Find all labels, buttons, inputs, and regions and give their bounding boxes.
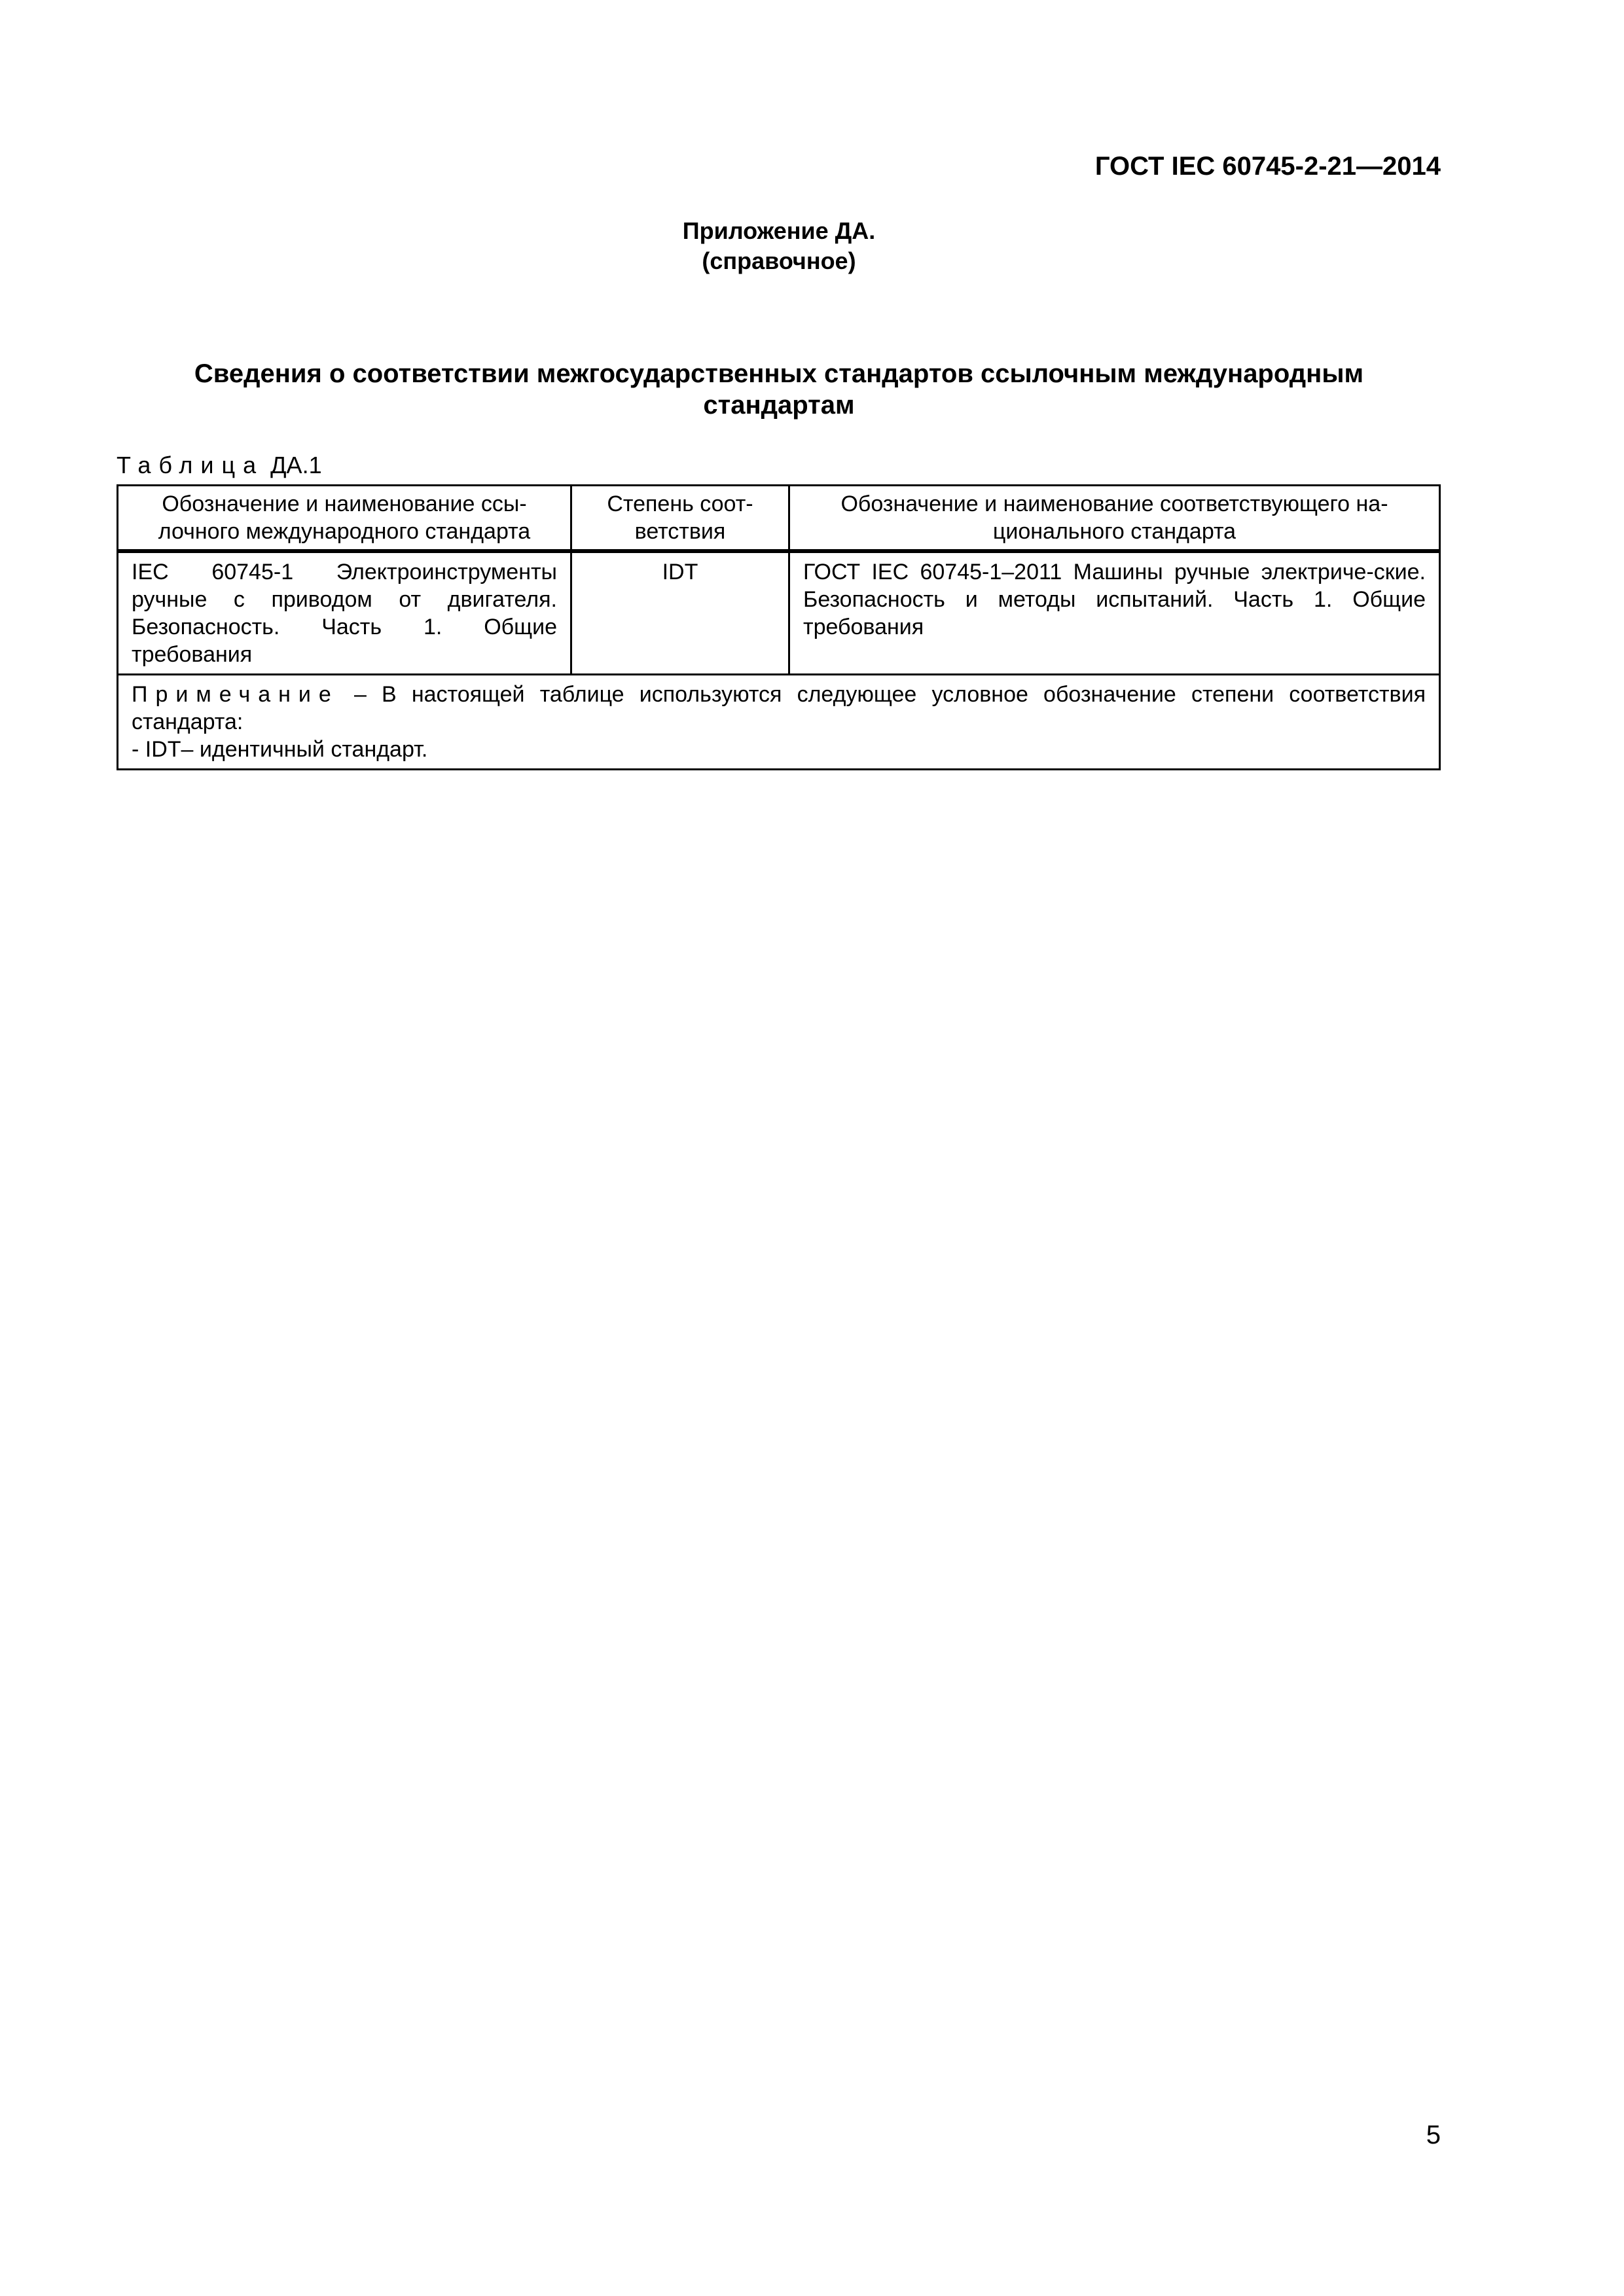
note-item: - IDT– идентичный стандарт. — [132, 737, 428, 762]
section-title — [118, 358, 1440, 421]
cell-degree: IDT — [571, 551, 789, 675]
table-header-row — [118, 486, 1440, 552]
header-degree: Степень соот- ветствия — [571, 486, 789, 552]
note-text: – В настоящей таблице используются следующее условное обозначение степени соответствия стандарта: — [132, 682, 1426, 734]
appendix-heading — [0, 216, 1558, 276]
appendix-title: Приложение ДА. — [682, 217, 876, 244]
page-number: 5 — [1426, 2121, 1441, 2149]
note-label: Примечание — [132, 682, 339, 707]
header-national-standard: Обозначение и наименование соответствующего на- ционального стандарта — [789, 486, 1440, 552]
header-international-standard: Обозначение и наименование ссы- лочного международного стандарта — [118, 486, 571, 552]
appendix-subtitle: (справочное) — [702, 247, 856, 274]
table-row — [118, 551, 1440, 675]
table-note-row — [118, 675, 1440, 770]
cell-international-standard: IEC 60745-1 Электроинструменты ручные с приводом от двигателя. Безопасность. Часть 1. Общие требования — [118, 551, 571, 675]
table-caption — [117, 452, 322, 479]
section-title-line-1: Сведения о соответствии межгосударственных стандартов ссылочным международным — [194, 359, 1364, 388]
table-caption-word: Таблица — [117, 452, 264, 478]
table-caption-number: ДА.1 — [270, 452, 322, 478]
section-title-line-2: стандартам — [703, 391, 855, 420]
table-note — [118, 675, 1440, 770]
document-code: ГОСТ IEC 60745-2-21—2014 — [1094, 152, 1441, 181]
correspondence-table — [117, 484, 1441, 770]
cell-national-standard: ГОСТ IEC 60745-1–2011 Машины ручные электриче-ские. Безопасность и методы испытаний. Часть 1. Общие требования — [789, 551, 1440, 675]
